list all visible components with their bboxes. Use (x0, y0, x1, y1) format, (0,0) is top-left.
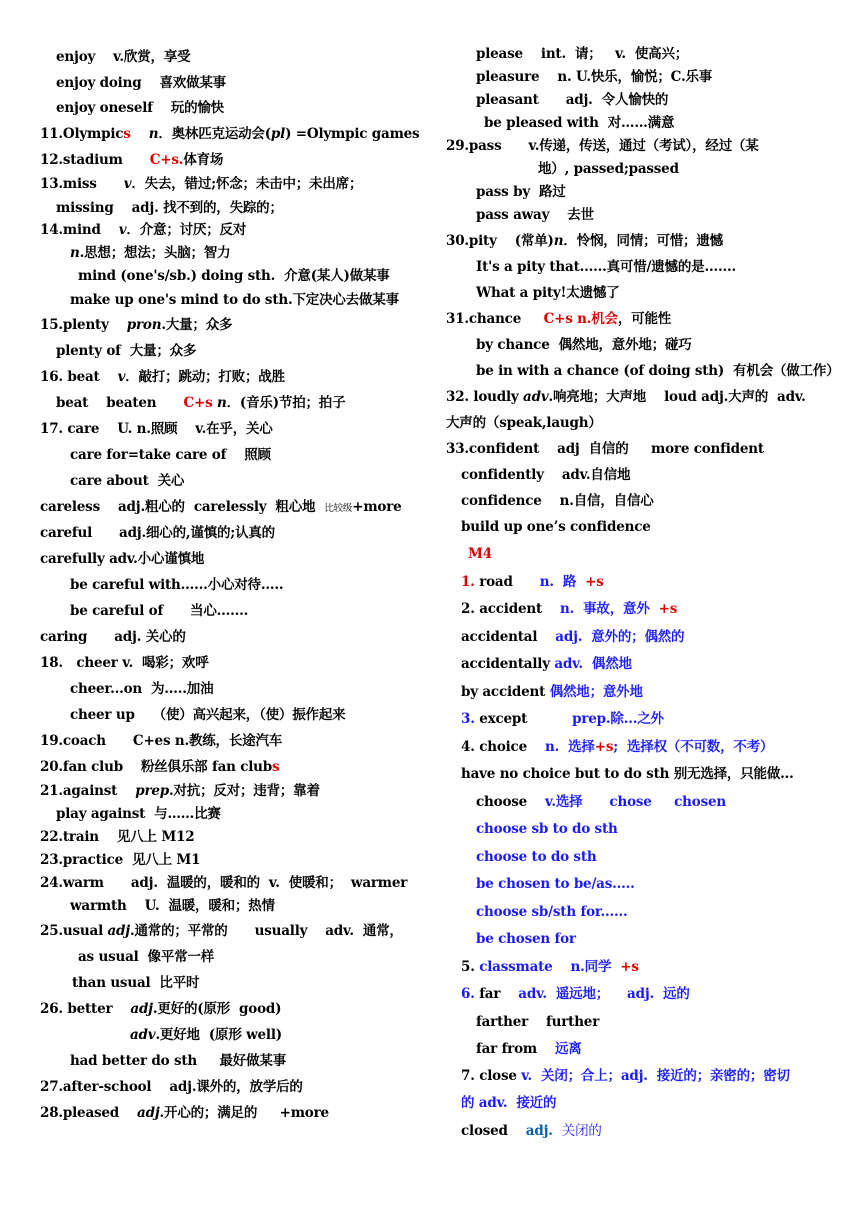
vocab-line (476, 793, 726, 811)
vocab-line (468, 545, 492, 563)
vocab-line (476, 183, 566, 201)
text-run: make up one's mind to do sth.下定决心去做某事 (70, 292, 399, 308)
text-run: v (117, 369, 126, 385)
text-run: ．介意；讨厌；反对 (126, 222, 247, 238)
text-run: 体育场 (183, 152, 224, 168)
text-run: 16. beat (40, 369, 118, 385)
vocab-line (476, 903, 628, 921)
vocab-line (446, 414, 602, 432)
text-run: pl (270, 126, 286, 142)
vocab-line (40, 498, 402, 518)
text-run: 19.coach C+es n.教练，长途汽车 (40, 733, 283, 749)
text-run: accidentally (461, 656, 555, 672)
vocab-line (70, 576, 283, 594)
text-run: except (479, 711, 573, 727)
vocab-line (461, 466, 630, 484)
vocab-line (70, 472, 184, 490)
vocab-line (40, 782, 320, 800)
vocab-line (484, 114, 674, 132)
text-run: adj (137, 1105, 160, 1121)
text-run: n. 路 (539, 574, 586, 590)
vocab-line (476, 336, 692, 354)
text-run: choose sb/sth for...... (476, 904, 628, 920)
text-run: confidence n.自信，自信心 (461, 493, 654, 509)
text-run: pleasure n. U.快乐，愉悦；C.乐事 (476, 69, 713, 85)
vocab-line (78, 267, 390, 285)
vocab-line (476, 362, 840, 380)
vocab-line (476, 930, 576, 948)
vocab-line (40, 1104, 329, 1122)
text-run: cheer up （使）高兴起来，（使）振作起来 (70, 707, 346, 723)
vocab-line (476, 206, 594, 224)
vocab-line (40, 368, 285, 386)
text-run: closed (461, 1123, 526, 1139)
text-run: 比较级 (324, 503, 353, 514)
text-run: enjoy doing 喜欢做某事 (56, 75, 226, 91)
text-run: ．奥林匹克运动会( (158, 126, 271, 142)
text-run: care about 关心 (70, 473, 185, 489)
text-run: adv. 遥远地； adj. 远的 (518, 986, 690, 1002)
text-run: C+s (183, 395, 217, 411)
text-run: far from (476, 1041, 555, 1057)
vocab-line (446, 440, 764, 458)
vocab-line (446, 137, 759, 155)
text-run: play against 与……比赛 (56, 806, 221, 822)
text-run: +s (658, 601, 678, 617)
text-run: than usual 比平时 (72, 975, 200, 991)
text-run: .思想；想法；头脑；智力 (79, 245, 231, 261)
vocab-line (56, 74, 226, 92)
text-run: ．失去，错过;怀念；未击中；未出席； (131, 176, 363, 192)
vocab-line (461, 710, 664, 728)
text-run: 29.pass v.传递，传送，通过（考试），经过（某 (446, 138, 759, 154)
vocab-line (56, 99, 224, 117)
text-run: .通常的；平常的 usually adv. 通常， (129, 923, 403, 939)
vocab-line (40, 420, 273, 438)
vocab-line (476, 284, 619, 302)
text-run: adj (130, 1001, 153, 1017)
text-run: .大量；众多 (161, 317, 233, 333)
text-run: s (123, 126, 131, 142)
text-run: C+s. (149, 152, 184, 168)
text-run: 31.chance (446, 311, 544, 327)
text-run: caring adj. 关心的 (40, 629, 186, 645)
vocab-line (78, 948, 214, 966)
text-run: 的 adv. 接近的 (461, 1095, 557, 1111)
text-run: v (123, 176, 132, 192)
vocab-line (461, 765, 794, 783)
text-run: ，可能性 (617, 311, 672, 327)
vocab-line (40, 1000, 281, 1018)
text-run: had better do sth 最好做某事 (70, 1053, 286, 1069)
vocab-line (461, 1067, 790, 1085)
text-run: ; 选择权（不可数，不考） (613, 739, 774, 755)
text-run: 5. (461, 959, 480, 975)
text-run: 14.mind (40, 222, 119, 238)
text-run: be chosen for (476, 931, 576, 947)
text-run: 22.train 见八上 M12 (40, 829, 195, 845)
text-run: 13.miss (40, 176, 124, 192)
vocab-line (461, 518, 651, 536)
vocab-line (476, 848, 596, 866)
text-run: 4. choice (461, 739, 545, 755)
text-run: far (479, 986, 519, 1002)
text-run: n (217, 395, 227, 411)
vocab-line (40, 828, 194, 846)
text-run: by chance 偶然地，意外地；碰巧 (476, 337, 692, 353)
text-run: ．敲打；跳动；打败；战胜 (125, 369, 285, 385)
text-run: 24.warm adj. 温暖的，暖和的 v. 使暖和； warmer (40, 875, 408, 891)
text-run (131, 126, 149, 142)
vocab-line (461, 958, 639, 976)
vocab-line (70, 706, 345, 724)
vocab-line (461, 600, 677, 618)
text-run: careless adj.粗心的 carelessly 粗心地 (40, 499, 325, 515)
text-run: +s (585, 574, 604, 590)
text-run: 25.usual (40, 923, 108, 939)
text-run: +s (594, 739, 614, 755)
text-run: 偶然地；意外地 (549, 684, 643, 700)
vocab-line (476, 1040, 582, 1058)
vocab-line (40, 151, 223, 169)
text-run: adv (523, 389, 549, 405)
text-run: be pleased with 对……满意 (484, 115, 675, 131)
text-run: ．(音乐)节拍；拍子 (226, 395, 346, 411)
text-run: be in with a chance (of doing sth) 有机会（做工作） (476, 363, 840, 379)
text-run: 15.plenty (40, 317, 127, 333)
vocab-line (40, 922, 403, 940)
vocab-line (446, 232, 723, 250)
vocab-line (40, 1078, 303, 1096)
text-run: pleasant adj. 令人愉快的 (476, 92, 669, 108)
text-run: +more (352, 499, 402, 515)
text-run: mind (one's/sb.) doing sth. 介意(某人)做某事 (78, 268, 390, 284)
vocab-line (56, 342, 196, 360)
vocab-line (56, 199, 283, 217)
text-run: n (70, 245, 80, 261)
text-run: pron (126, 317, 162, 333)
vocab-line (56, 805, 221, 823)
vocab-line (476, 45, 688, 63)
vocab-line (461, 738, 773, 756)
text-run: 大声的（speak,laugh） (446, 415, 602, 431)
text-run: be chosen to be/as..... (476, 876, 635, 892)
vocab-line (70, 680, 213, 698)
vocab-line (476, 875, 635, 893)
text-run: 21.against (40, 783, 136, 799)
text-run: carefully adv.小心谨慎地 (40, 551, 205, 567)
text-run: cheer...on 为.....加油 (70, 681, 214, 697)
vocab-line (40, 628, 186, 646)
text-run: 18. cheer v. 喝彩；欢呼 (40, 655, 209, 671)
text-run: by accident (461, 684, 550, 700)
vocab-line (40, 654, 209, 672)
text-run: adv (130, 1027, 156, 1043)
vocab-line (40, 175, 362, 193)
vocab-line (538, 160, 679, 178)
text-run: have no choice but to do sth 别无选择，只能做... (461, 766, 794, 782)
text-run: ．怜悯，同情；可惜；遗憾 (563, 233, 723, 249)
text-run: 32. loudly (446, 389, 524, 405)
text-run: s (272, 759, 280, 775)
text-run: enjoy oneself 玩的愉快 (56, 100, 224, 116)
text-run: choose to do sth (476, 849, 597, 865)
text-run: 6. (461, 986, 480, 1002)
text-run: prep (135, 783, 169, 799)
text-run: .更好地 (原形 well) (155, 1027, 282, 1043)
text-run: n. 选择 (544, 739, 595, 755)
text-run: pass away 去世 (476, 207, 594, 223)
text-run: 30.pity (常单) (446, 233, 554, 249)
text-run: n. 事故，意外 (560, 601, 659, 617)
vocab-line (40, 316, 232, 334)
text-run: road (479, 574, 540, 590)
text-run: confidently adv.自信地 (461, 467, 631, 483)
vocab-line (476, 820, 618, 838)
text-run: v (118, 222, 127, 238)
text-run: 11.Olympic (40, 126, 124, 142)
text-run: 17. care U. n.照顾 v.在乎，关心 (40, 421, 273, 437)
text-run: build up one’s confidence (461, 519, 651, 535)
vocab-line (461, 655, 632, 673)
text-run: n (148, 126, 159, 142)
vocab-line (476, 91, 668, 109)
text-run: 26. better (40, 1001, 131, 1017)
text-run: prep.除...之外 (572, 711, 664, 727)
text-run: 12.stadium (40, 152, 150, 168)
vocab-line (40, 125, 419, 143)
text-run: It's a pity that......真可惜/遗憾的是....... (476, 259, 736, 275)
vocab-line (40, 550, 204, 568)
vocab-line (461, 628, 684, 646)
vocab-line (70, 897, 275, 915)
text-run: 20.fan club 粉丝俱乐部 fan club (40, 759, 273, 775)
text-run: 7. close (461, 1068, 522, 1084)
text-run: plenty of 大量；众多 (56, 343, 197, 359)
vocab-line (40, 851, 200, 869)
vocab-line (461, 573, 604, 591)
vocab-line (476, 258, 736, 276)
vocab-line (461, 985, 690, 1003)
vocab-line (461, 1122, 602, 1140)
vocab-line (70, 602, 248, 620)
text-run: ) =Olympic games (285, 126, 420, 142)
text-run: adv. 偶然地 (554, 656, 632, 672)
text-run: 28.pleased (40, 1105, 138, 1121)
text-run: pass by 路过 (476, 184, 566, 200)
text-run: warmth U. 温暖，暖和；热情 (70, 898, 275, 914)
vocab-line (446, 388, 806, 406)
text-run: careful adj.细心的,谨慎的;认真的 (40, 525, 275, 541)
vocab-line (461, 1094, 556, 1112)
vocab-line (40, 732, 282, 750)
text-run: adj. (525, 1123, 562, 1139)
vocab-line (130, 1026, 282, 1044)
vocab-line (40, 221, 246, 239)
vocab-line (70, 244, 230, 262)
text-run: v.选择 chose chosen (545, 794, 727, 810)
vocab-line (72, 974, 199, 992)
text-run: be careful with......小心对待..... (70, 577, 284, 593)
vocab-line (70, 1052, 286, 1070)
text-run: .对抗；反对；违背；靠着 (168, 783, 320, 799)
vocab-line (40, 758, 279, 776)
text-run: 3. (461, 711, 480, 727)
text-run: be careful of 当心....... (70, 603, 249, 619)
text-run: 1. (461, 574, 480, 590)
text-run: v. 关闭；合上；adj. 接近的；亲密的；密切 (521, 1068, 790, 1084)
vocab-line (70, 291, 399, 309)
text-run: farther further (476, 1014, 600, 1030)
text-run: adj. 意外的；偶然的 (555, 629, 685, 645)
text-run: 23.practice 见八上 M1 (40, 852, 201, 868)
text-run: +s (620, 959, 639, 975)
vocab-line (40, 524, 275, 542)
text-run: 远离 (554, 1041, 582, 1057)
text-run: 关闭的 (561, 1123, 602, 1139)
text-run: please int. 请； v. 使高兴； (476, 46, 689, 62)
vocab-line (70, 446, 271, 464)
text-run: adj (107, 923, 130, 939)
text-run: missing adj. 找不到的，失踪的； (56, 200, 283, 216)
text-run: 27.after-school adj.课外的，放学后的 (40, 1079, 303, 1095)
vocab-line (461, 492, 654, 510)
text-run: 地）, passed;passed (538, 161, 679, 177)
vocab-line (446, 310, 671, 328)
text-run: as usual 像平常一样 (78, 949, 215, 965)
text-run: .更好的(原形 good) (152, 1001, 282, 1017)
text-run: 33.confident adj 自信的 more confident (446, 441, 764, 457)
vocab-line (56, 48, 190, 66)
vocab-line (56, 394, 345, 412)
text-run: 2. accident (461, 601, 560, 617)
text-run: .开心的；满足的 +more (159, 1105, 329, 1121)
text-run: M4 (468, 546, 492, 562)
text-run: .响亮地；大声地 loud adj.大声的 adv. (548, 389, 806, 405)
vocab-line (461, 683, 643, 701)
text-run: accidental (461, 629, 556, 645)
vocab-line (40, 874, 407, 892)
vocab-line (476, 1013, 599, 1031)
text-run: n (553, 233, 564, 249)
text-run: enjoy v.欣赏，享受 (56, 49, 191, 65)
text-run: C+s n.机会 (543, 311, 618, 327)
text-run: classmate n.同学 (479, 959, 621, 975)
text-run: choose (476, 794, 546, 810)
text-run: choose sb to do sth (476, 821, 618, 837)
text-run: care for=take care of 照顾 (70, 447, 271, 463)
vocab-line (476, 68, 712, 86)
text-run: beat beaten (56, 395, 184, 411)
text-run: What a pity!太遗憾了 (476, 285, 620, 301)
